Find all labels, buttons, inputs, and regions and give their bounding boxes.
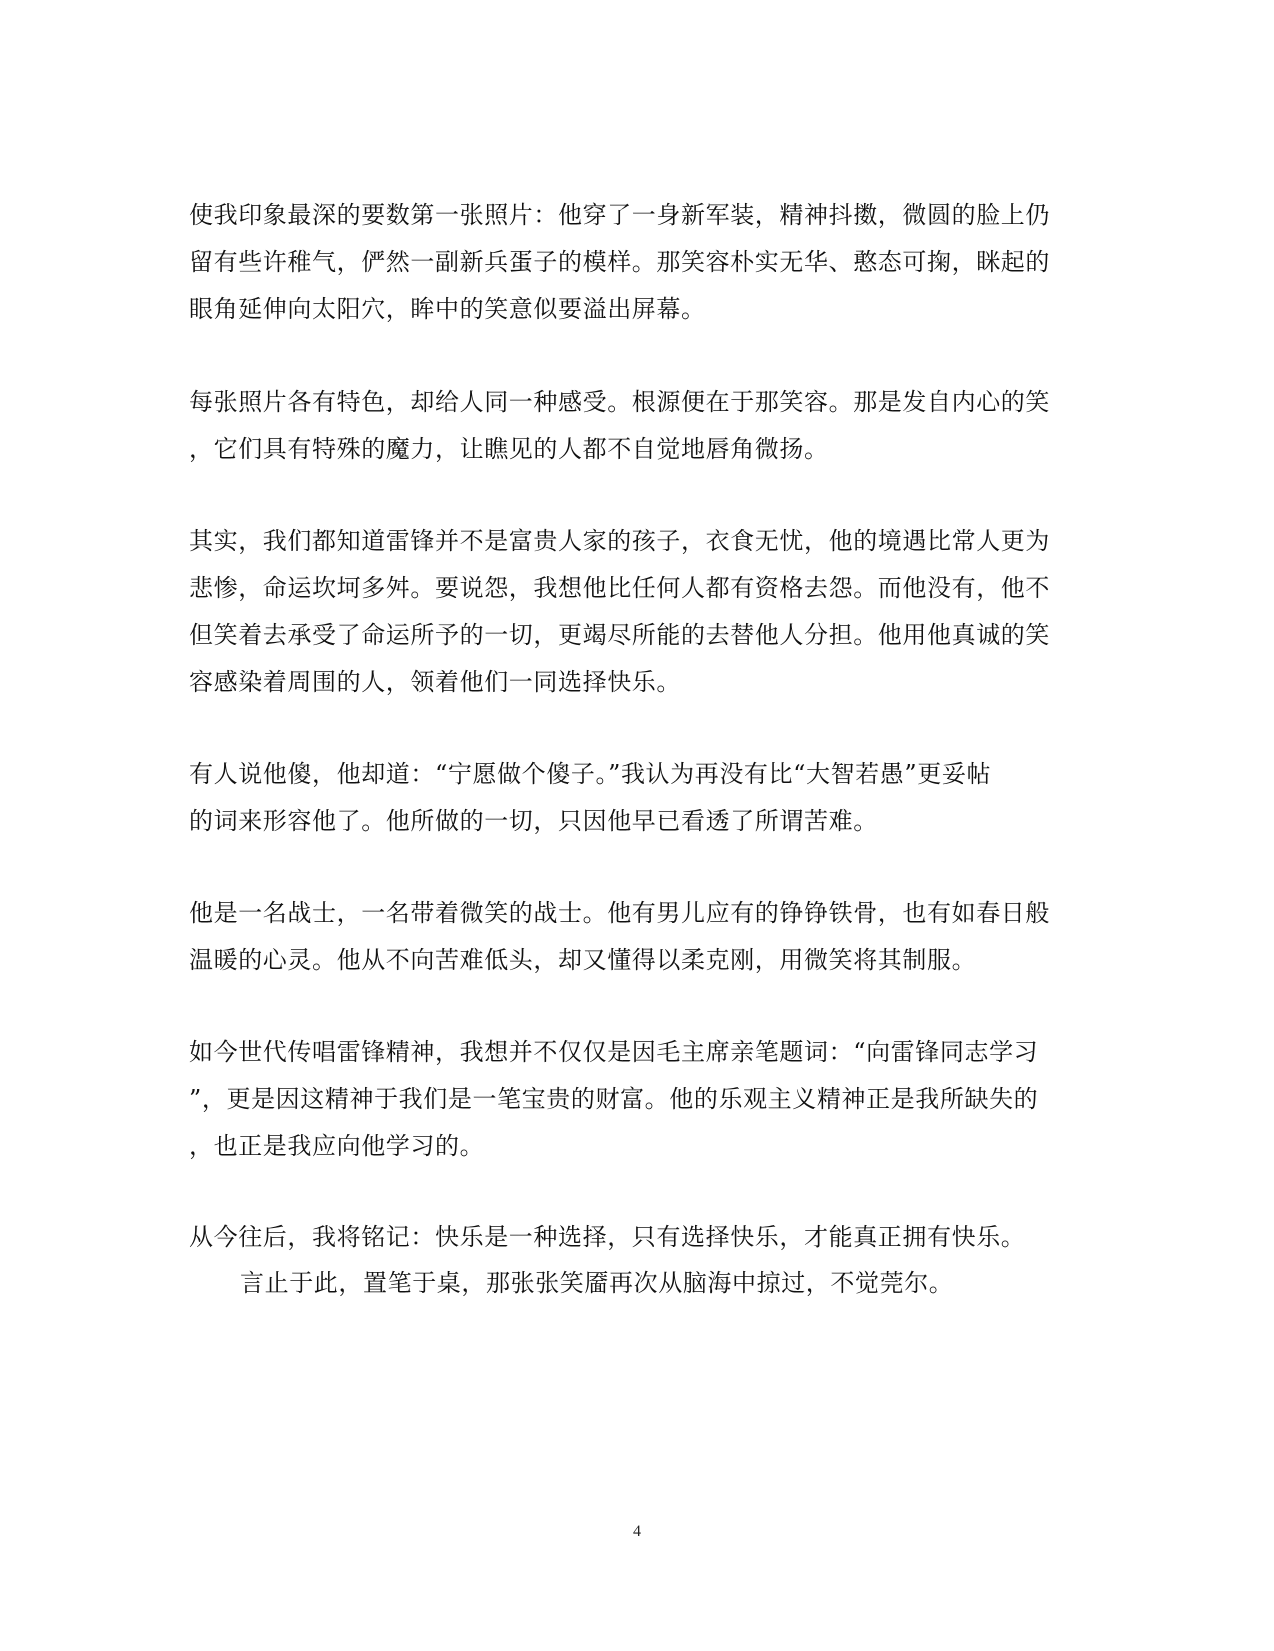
paragraph-6-line-3: ，也正是我应向他学习的。 [189,1132,485,1160]
paragraph-4-line-1: 有人说他傻，他却道：“宁愿做个傻子。”我认为再没有比“大智若愚”更妥帖 [189,760,992,788]
page-number: 4 [633,1523,641,1540]
paragraph-4-line-2: 的词来形容他了。他所做的一切，只因他早已看透了所谓苦难。 [189,807,878,835]
paragraph-6-line-1: 如今世代传唱雷锋精神，我想并不仅仅是因毛主席亲笔题词：“向雷锋同志学习 [189,1038,1039,1066]
paragraph-3-line-4: 容感染着周围的人，领着他们一同选择快乐。 [189,668,681,696]
paragraph-1-line-1: 使我印象最深的要数第一张照片：他穿了一身新军装，精神抖擞，微圆的脸上仍 [189,201,1050,229]
paragraph-7-line-2: 言止于此，置笔于桌，那张张笑靥再次从脑海中掠过，不觉莞尔。 [240,1269,954,1297]
paragraph-5-line-2: 温暖的心灵。他从不向苦难低头，却又懂得以柔克刚，用微笑将其制服。 [189,946,977,974]
paragraph-1-line-2: 留有些许稚气，俨然一副新兵蛋子的模样。那笑容朴实无华、憨态可掬，眯起的 [189,248,1050,276]
paragraph-6-line-2: ”，更是因这精神于我们是一笔宝贵的财富。他的乐观主义精神正是我所缺失的 [189,1085,1039,1113]
paragraph-2-line-1: 每张照片各有特色，却给人同一种感受。根源便在于那笑容。那是发自内心的笑 [189,388,1050,416]
paragraph-2-line-2: ，它们具有特殊的魔力，让瞧见的人都不自觉地唇角微扬。 [189,435,829,463]
paragraph-3-line-3: 但笑着去承受了命运所予的一切，更竭尽所能的去替他人分担。他用他真诚的笑 [189,621,1050,649]
paragraph-7-line-1: 从今往后，我将铭记：快乐是一种选择，只有选择快乐，才能真正拥有快乐。 [189,1223,1026,1251]
paragraph-3-line-1: 其实，我们都知道雷锋并不是富贵人家的孩子，衣食无忧，他的境遇比常人更为 [189,527,1050,555]
paragraph-3-line-2: 悲惨，命运坎坷多舛。要说怨，我想他比任何人都有资格去怨。而他没有，他不 [189,574,1050,602]
paragraph-5-line-1: 他是一名战士，一名带着微笑的战士。他有男儿应有的铮铮铁骨，也有如春日般 [189,899,1050,927]
paragraph-1-line-3: 眼角延伸向太阳穴，眸中的笑意似要溢出屏幕。 [189,295,706,323]
